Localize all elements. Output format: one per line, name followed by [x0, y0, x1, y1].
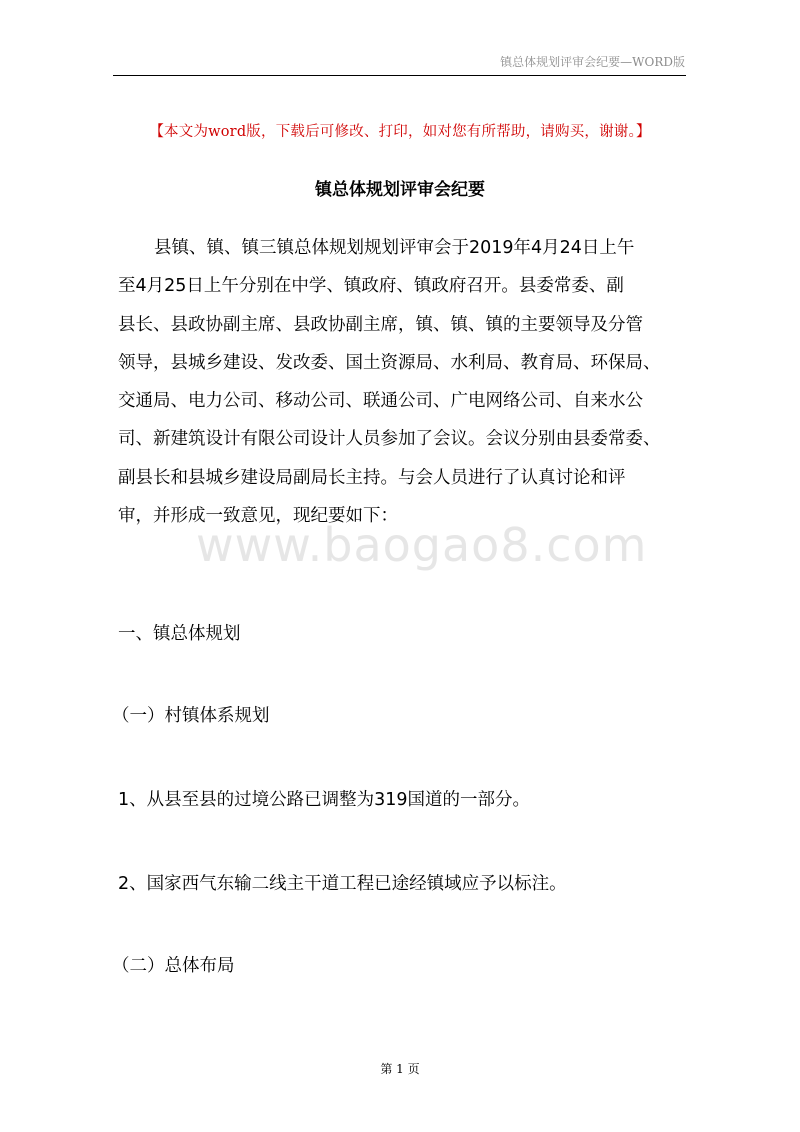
intro-paragraph	[118, 229, 690, 535]
subsection-heading: （一）村镇体系规划	[112, 706, 270, 726]
intro-line: 至4月25日上午分别在中学、镇政府、镇政府召开。县委常委、副	[118, 276, 624, 297]
purchase-notice: 【本文为word版，下载后可修改、打印，如对您有所帮助，请购买，谢谢。】	[149, 124, 651, 140]
intro-line: 交通局、电力公司、移动公司、联通公司、广电网络公司、自来水公	[118, 391, 643, 412]
intro-line: 县镇、镇、镇三镇总体规划规划评审会于2019年4月24日上午	[154, 238, 635, 258]
intro-line: 领导，县城乡建设、发改委、国土资源局、水利局、教育局、环保局、	[118, 352, 661, 373]
running-header: 镇总体规划评审会纪要—WORD版	[500, 55, 685, 69]
intro-line: 县长、县政协副主席、县政协副主席，镇、镇、镇的主要领导及分管	[118, 314, 643, 335]
list-item: 2、国家西气东输二线主干道工程已途经镇域应予以标注。	[118, 874, 567, 894]
intro-line: 审，并形成一致意见，现纪要如下：	[118, 506, 398, 527]
intro-line: 司、新建筑设计有限公司设计人员参加了会议。会议分别由县委常委、	[118, 429, 661, 450]
section-heading: 一、镇总体规划	[118, 624, 241, 644]
header-divider	[113, 75, 686, 76]
watermark: www.baogao8.com	[196, 518, 648, 572]
list-item: 1、从县至县的过境公路已调整为319国道的一部分。	[118, 790, 531, 810]
subsection-heading: （二）总体布局	[112, 956, 235, 976]
document-title: 镇总体规划评审会纪要	[315, 180, 485, 200]
page-number: 第 1 页	[380, 1062, 420, 1076]
intro-line: 副县长和县城乡建设局副局长主持。与会人员进行了认真讨论和评	[118, 467, 626, 488]
